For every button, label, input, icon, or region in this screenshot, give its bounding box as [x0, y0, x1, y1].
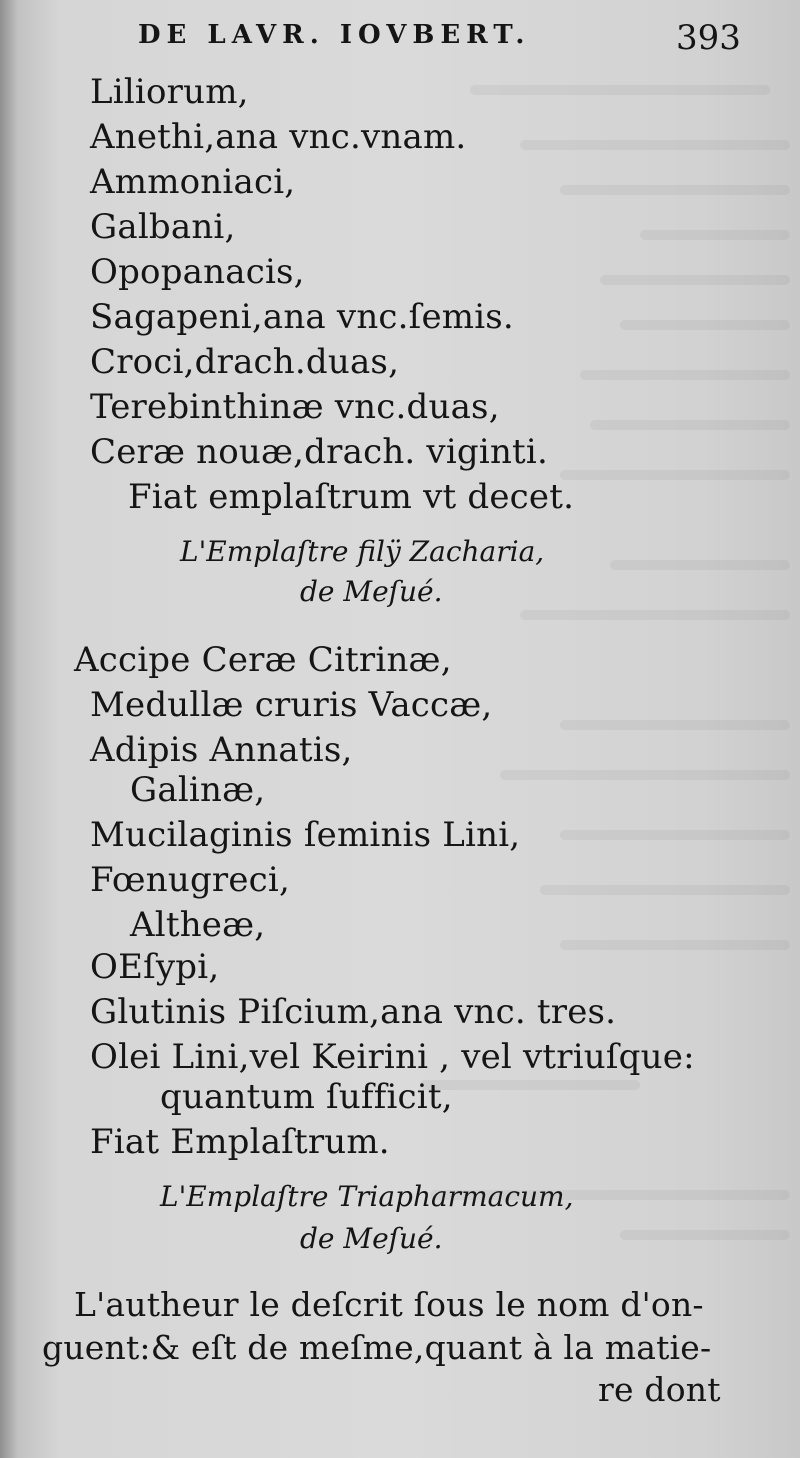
section-title-source: de Meſué. — [300, 575, 443, 608]
ingredient-line: OEſypi, — [90, 947, 220, 987]
ingredient-line: Ceræ nouæ,drach. viginti. — [90, 432, 548, 472]
ingredient-line: Terebinthinæ vnc.duas, — [90, 387, 500, 427]
ingredient-line: quantum ſufficit, — [160, 1077, 453, 1117]
section-title: L'Emplaſtre filÿ Zacharia, — [180, 535, 545, 568]
section-title-source: de Meſué. — [300, 1222, 443, 1255]
ingredient-line: Accipe Ceræ Citrinæ, — [74, 640, 452, 680]
body-text-line: L'autheur le deſcrit ſous le nom d'on- — [74, 1285, 704, 1324]
ingredient-line: Liliorum, — [90, 72, 249, 112]
catchword: re dont — [598, 1370, 721, 1409]
recipe-closing: Fiat Emplaſtrum. — [90, 1122, 390, 1162]
ingredient-line: Medullæ cruris Vaccæ, — [90, 685, 493, 725]
body-text-line: guent:& eſt de meſme,quant à la matie- — [42, 1328, 712, 1367]
ingredient-line: Opopanacis, — [90, 252, 305, 292]
ingredient-line: Anethi,ana vnc.vnam. — [90, 117, 467, 157]
ingredient-line: Altheæ, — [130, 905, 266, 945]
ingredient-line: Ammoniaci, — [90, 162, 296, 202]
ingredient-line: Glutinis Piſcium,ana vnc. tres. — [90, 992, 617, 1032]
ingredient-line: Fœnugreci, — [90, 860, 291, 900]
recipe-closing: Fiat emplaſtrum vt decet. — [128, 477, 575, 517]
ingredient-line: Mucilaginis ſeminis Lini, — [90, 815, 521, 855]
ingredient-line: Galinæ, — [130, 770, 266, 810]
ingredient-line: Sagapeni,ana vnc.ſemis. — [90, 297, 514, 337]
ingredient-line: Olei Lini,vel Keirini , vel vtriuſque: — [90, 1037, 695, 1077]
section-title: L'Emplaſtre Triapharmacum, — [160, 1180, 574, 1213]
ingredient-line: Adipis Annatis, — [90, 730, 353, 770]
page-number: 393 — [676, 18, 741, 58]
running-title: DE LAVR. IOVBERT. — [138, 20, 531, 50]
ingredient-line: Croci,drach.duas, — [90, 342, 400, 382]
ingredient-line: Galbani, — [90, 207, 236, 247]
